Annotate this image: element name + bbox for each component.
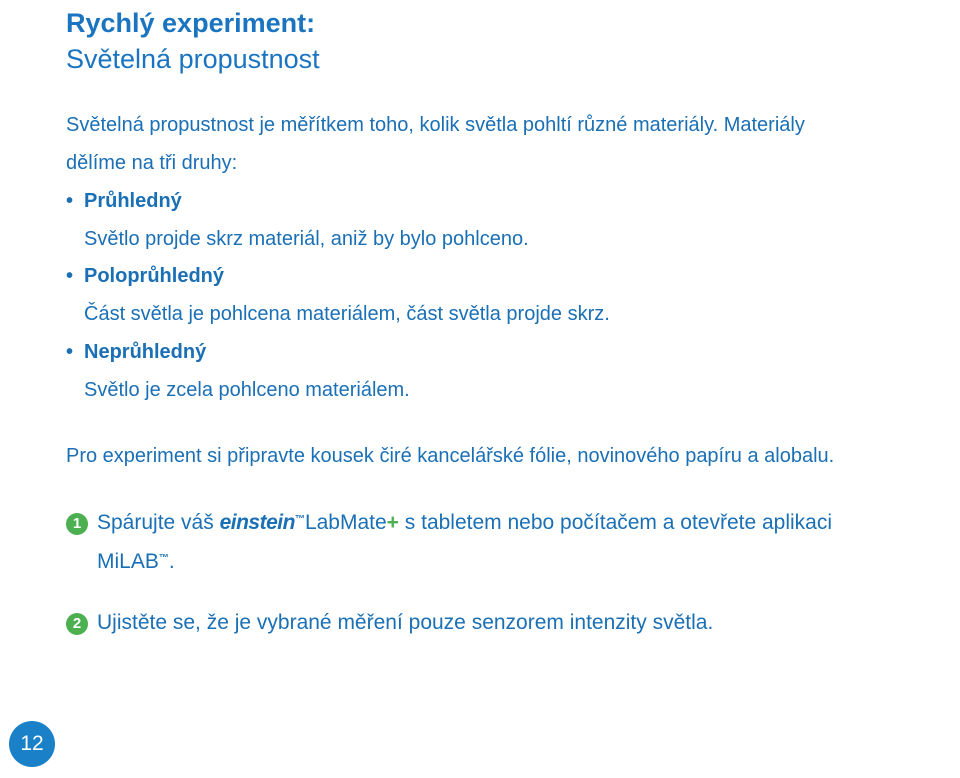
material-description: Část světla je pohlcena materiálem, část světla projde skrz. [84,303,610,325]
einstein-logo: einstein [219,511,295,534]
trademark-mark: ™ [294,514,305,525]
step-text: Spárujte váš [97,511,220,534]
preparation-text: Pro experiment si připravte kousek čiré kancelářské fólie, novinového papíru a alobalu. [66,445,835,467]
step-number-badge: 2 [66,613,88,635]
step-text: Ujistěte se, že je vybrané měření pouze senzorem intenzity světla. [97,611,714,634]
material-item-opaque [66,339,206,365]
bullet-icon: • [66,265,74,287]
material-item-transparent [66,188,182,214]
step-number-badge: 1 [66,513,88,535]
material-term: Průhledný [84,190,182,212]
material-description: Světlo je zcela pohlceno materiálem. [84,379,410,401]
page-title: Rychlý experiment: [66,8,316,38]
bullet-icon: • [66,341,74,363]
material-term: Poloprůhledný [84,265,224,287]
bullet-icon: • [66,190,74,212]
step-text: . [168,550,175,573]
step-1-continuation [97,545,175,576]
material-item-translucent [66,263,224,289]
step-2 [66,609,713,637]
step-1 [66,506,832,537]
material-term: Neprůhledný [84,341,207,363]
app-name: MiLAB [97,550,159,573]
step-text: s tabletem nebo počítačem a otevřete aplikaci [398,511,833,534]
page-number-badge: 12 [9,721,55,767]
page-subtitle: Světelná propustnost [66,44,320,74]
plus-icon: + [386,511,399,534]
material-description: Světlo projde skrz materiál, aniž by bylo pohlceno. [84,228,529,250]
product-name: LabMate [304,511,387,534]
trademark-mark: ™ [158,553,169,564]
intro-line-1: Světelná propustnost je měřítkem toho, kolik světla pohltí různé materiály. Materiály [66,114,805,136]
intro-line-2: dělíme na tři druhy: [66,152,238,174]
